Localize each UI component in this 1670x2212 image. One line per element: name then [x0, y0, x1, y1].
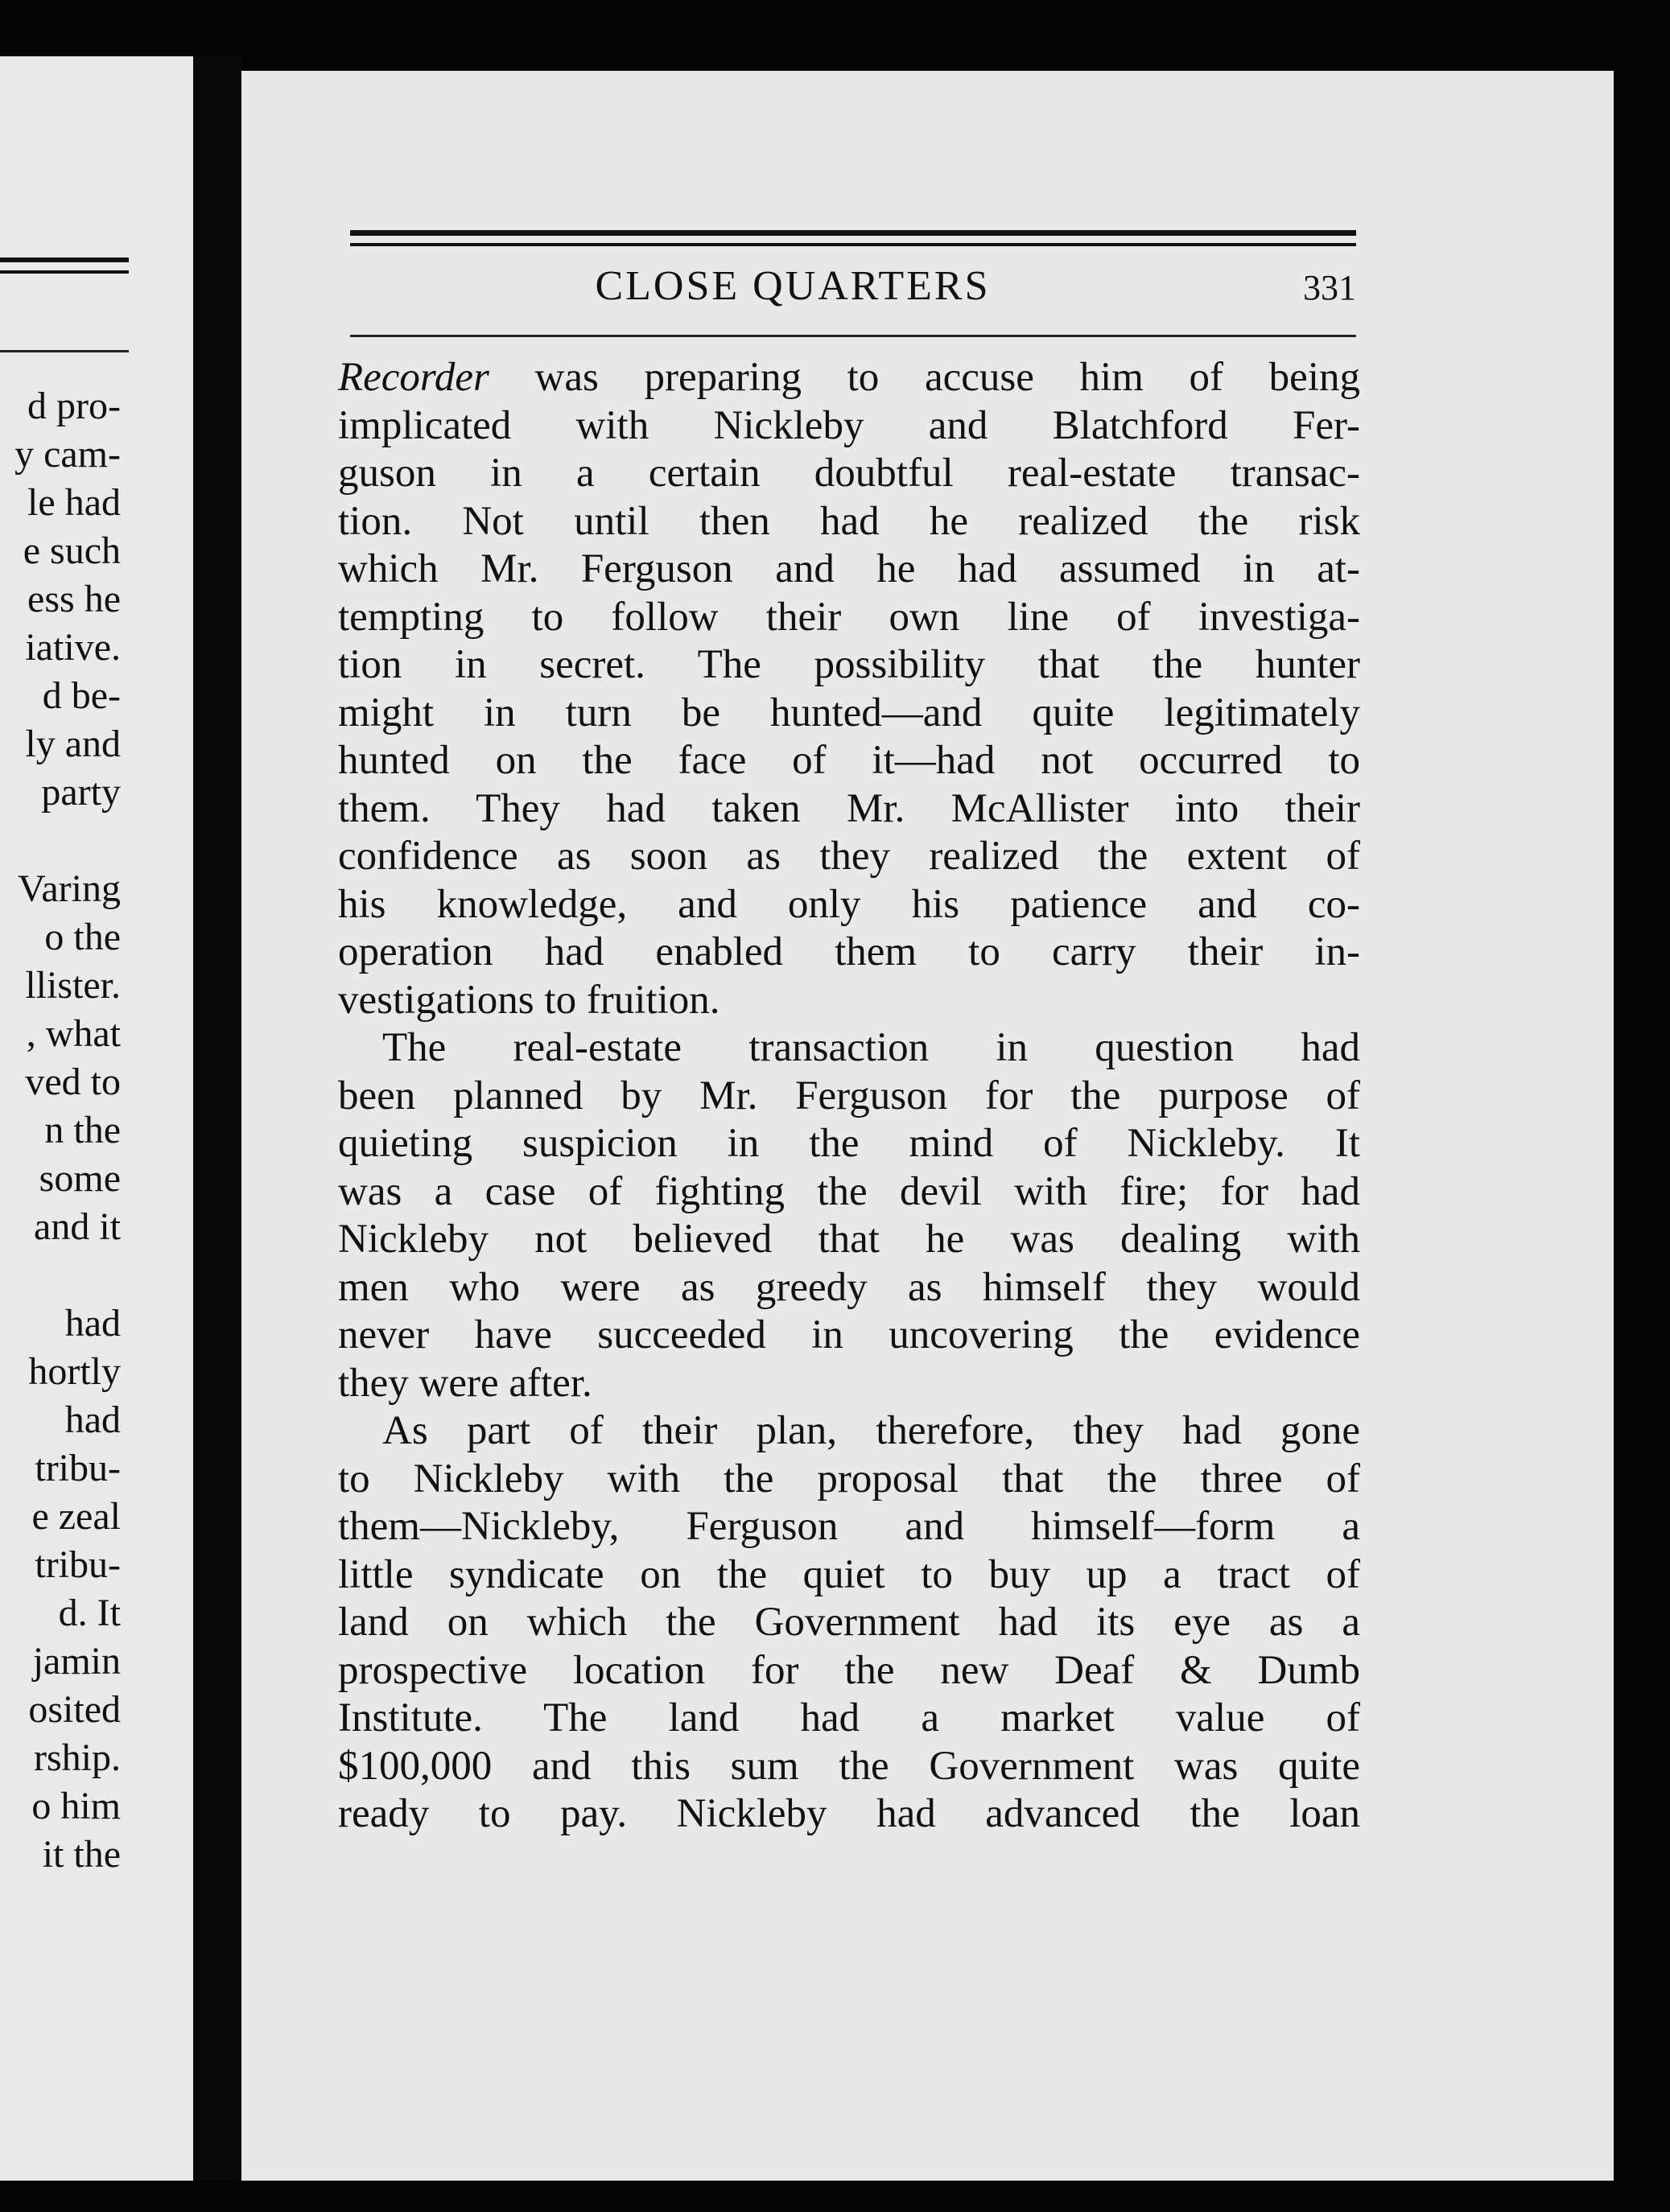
text-line: them. They had taken Mr. McAllister into their — [338, 785, 1360, 831]
facing-line: o him — [31, 1785, 121, 1827]
facing-line: tribu- — [35, 1447, 121, 1489]
text-line-rest: was preparing to accuse him of being — [489, 355, 1360, 400]
facing-line: , what — [26, 1012, 121, 1055]
facing-line: e zeal — [31, 1495, 121, 1538]
facing-line: and it — [34, 1205, 121, 1248]
text-line: Institute. The land had a market value of — [338, 1695, 1360, 1740]
facing-line: had — [64, 1398, 121, 1441]
text-line: them—Nickleby, Ferguson and himself—form a — [338, 1504, 1360, 1549]
facing-line: some — [39, 1157, 121, 1200]
facing-line: hortly — [28, 1350, 121, 1393]
facing-line: o the — [44, 916, 121, 958]
italic-word: Recorder — [338, 355, 489, 400]
facing-page-text — [14, 382, 121, 1879]
text-line: been planned by Mr. Ferguson for the purpose of — [338, 1073, 1360, 1118]
facing-line: ved to — [25, 1061, 121, 1103]
text-line: might in turn be hunted—and quite legitimately — [338, 690, 1360, 735]
text-line: ready to pay. Nickleby had advanced the loan — [338, 1791, 1360, 1836]
text-line: tion. Not until then had he realized the risk — [338, 498, 1360, 544]
facing-line: e such — [23, 529, 121, 572]
facing-line: rship. — [34, 1736, 121, 1779]
text-line: prospective location for the new Deaf & Dumb — [338, 1647, 1360, 1693]
facing-line: d be- — [42, 674, 121, 717]
facing-line: n the — [44, 1109, 121, 1151]
text-line: men who were as greedy as himself they would — [338, 1264, 1360, 1310]
facing-line: llister. — [25, 964, 121, 1007]
running-head — [350, 262, 1356, 319]
text-line: tempting to follow their own line of investiga- — [338, 594, 1360, 640]
text-line: $100,000 and this sum the Government was quite — [338, 1743, 1360, 1789]
header-underline — [350, 335, 1356, 337]
text-line: to Nickleby with the proposal that the three of — [338, 1456, 1360, 1501]
text-line: implicated with Nickleby and Blatchford Fer- — [338, 402, 1360, 448]
facing-line: party — [41, 771, 121, 814]
facing-line: iative. — [25, 626, 121, 669]
facing-page-fragment — [0, 56, 193, 2181]
facing-line: osited — [28, 1688, 121, 1731]
header-rule-thick — [350, 230, 1356, 236]
text-line: vestigations to fruition. — [338, 977, 720, 1023]
facing-line: tribu- — [35, 1543, 121, 1586]
facing-line: jamin — [32, 1640, 121, 1683]
facing-line-gap — [14, 1251, 121, 1300]
text-line: As part of their plan, therefore, they had gone — [382, 1408, 1360, 1453]
facing-line: Varing — [18, 867, 121, 910]
text-line: land on which the Government had its eye as a — [338, 1600, 1360, 1645]
facing-line: ess he — [27, 578, 121, 620]
facing-line: d. It — [58, 1592, 121, 1634]
facing-line: d pro- — [27, 385, 121, 427]
text-line: The real-estate transaction in question had — [382, 1025, 1360, 1070]
facing-page-header-rule — [0, 257, 129, 262]
text-line: confidence as soon as they realized the extent of — [338, 834, 1360, 879]
text-line: hunted on the face of it—had not occurred to — [338, 738, 1360, 783]
facing-line-gap — [14, 817, 121, 865]
facing-line: it the — [42, 1833, 121, 1876]
text-line: his knowledge, and only his patience and co- — [338, 881, 1360, 927]
header-rule-thin — [350, 243, 1356, 246]
text-line: operation had enabled them to carry their in- — [338, 929, 1360, 974]
book-page — [241, 71, 1614, 2181]
text-line: they were after. — [338, 1360, 592, 1406]
text-line: tion in secret. The possibility that the hunter — [338, 642, 1360, 687]
facing-line: had — [64, 1302, 121, 1345]
facing-line: le had — [27, 481, 121, 524]
text-line: guson in a certain doubtful real-estate transac- — [338, 451, 1360, 496]
facing-page-header-underline — [0, 350, 129, 352]
text-line: which Mr. Ferguson and he had assumed in at- — [338, 546, 1360, 591]
text-line: never have succeeded in uncovering the evidence — [338, 1312, 1360, 1357]
facing-line: y cam- — [14, 433, 121, 476]
text-line: little syndicate on the quiet to buy up a tract of — [338, 1551, 1360, 1597]
book-gutter — [193, 56, 241, 2181]
body-text — [338, 354, 1360, 1839]
text-line: was a case of fighting the devil with fire; for had — [338, 1168, 1360, 1214]
text-line: Nickleby not believed that he was dealing with — [338, 1217, 1360, 1262]
facing-page-header-rule-thin — [0, 270, 129, 274]
page-number: 331 — [1303, 268, 1356, 307]
text-line — [338, 354, 1360, 402]
facing-line: ly and — [25, 723, 121, 765]
running-title: CLOSE QUARTERS — [595, 263, 991, 309]
text-line: quieting suspicion in the mind of Nickleby. It — [338, 1121, 1360, 1166]
